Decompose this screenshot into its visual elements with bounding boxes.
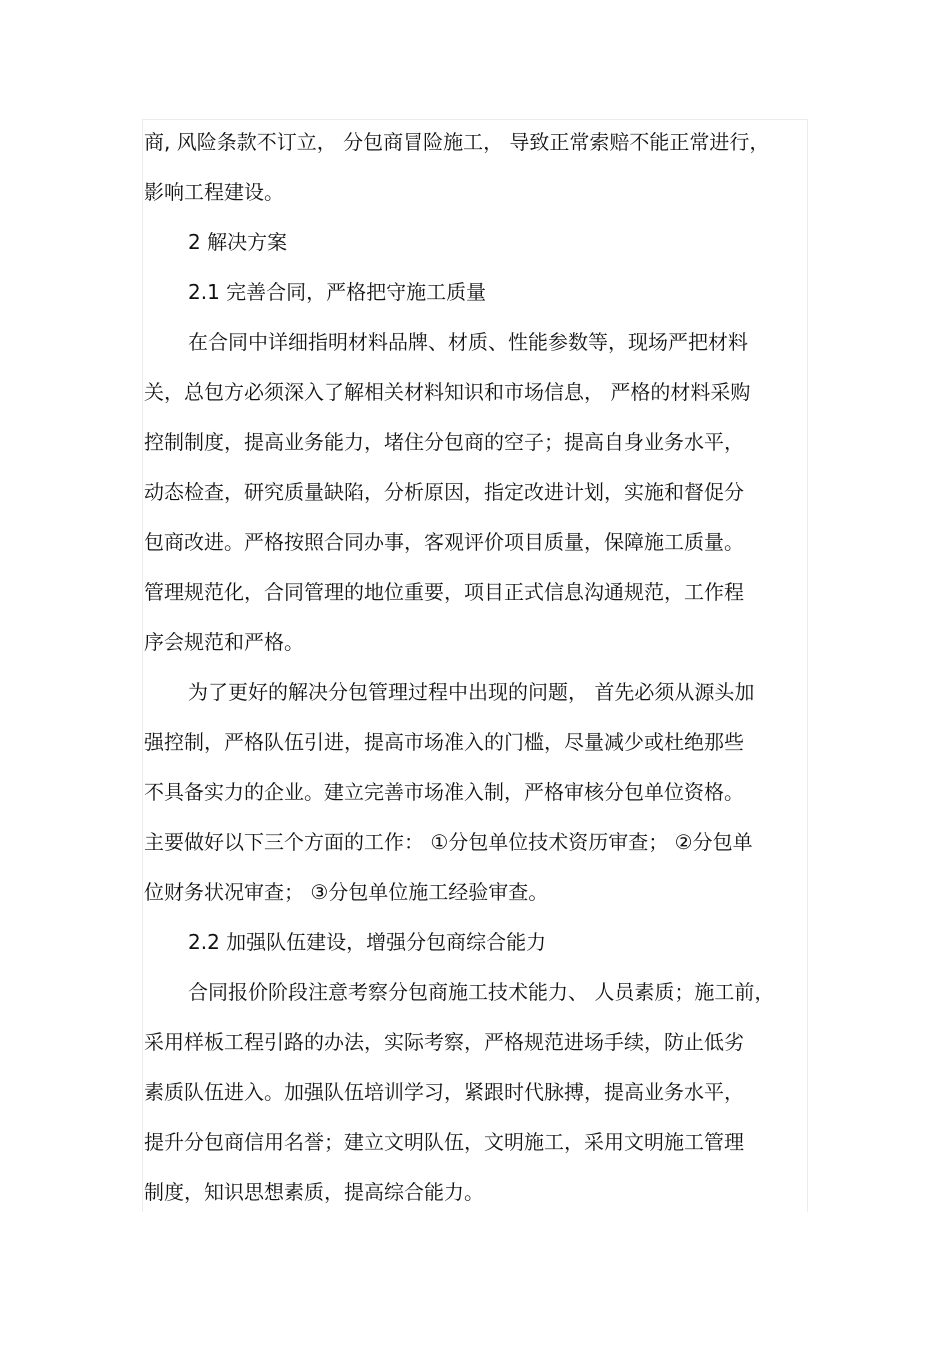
text-line: 提升分包商信用名誉；建立文明队伍，文明施工，采用文明施工管理: [144, 1130, 744, 1154]
section-heading: 2 解决方案: [188, 230, 288, 254]
text-line: 影响工程建设。: [144, 180, 284, 204]
subsection-heading: 2.2 加强队伍建设，增强分包商综合能力: [188, 930, 547, 954]
text-line: 管理规范化，合同管理的地位重要，项目正式信息沟通规范，工作程: [144, 580, 744, 604]
text-line: 动态检查，研究质量缺陷，分析原因，指定改进计划，实施和督促分: [144, 480, 744, 504]
text-line: 位财务状况审查； ③分包单位施工经验审查。: [144, 880, 549, 904]
text-line: 控制制度，提高业务能力，堵住分包商的空子；提高自身业务水平，: [144, 430, 744, 454]
text-line: 关，总包方必须深入了解相关材料知识和市场信息， 严格的材料采购: [144, 380, 751, 404]
text-line: 序会规范和严格。: [144, 630, 304, 654]
text-line: 合同报价阶段注意考察分包商施工技术能力、 人员素质；施工前，: [188, 980, 775, 1004]
text-line: 素质队伍进入。加强队伍培训学习，紧跟时代脉搏，提高业务水平，: [144, 1080, 744, 1104]
text-line: 采用样板工程引路的办法，实际考察，严格规范进场手续，防止低劣: [144, 1030, 744, 1054]
text-line: 强控制，严格队伍引进，提高市场准入的门槛，尽量减少或杜绝那些: [144, 730, 744, 754]
text-line: 为了更好的解决分包管理过程中出现的问题， 首先必须从源头加: [188, 680, 755, 704]
subsection-heading: 2.1 完善合同，严格把守施工质量: [188, 280, 487, 304]
text-line: 不具备实力的企业。建立完善市场准入制，严格审核分包单位资格。: [144, 780, 744, 804]
text-line: 制度，知识思想素质，提高综合能力。: [144, 1180, 484, 1204]
text-line: 主要做好以下三个方面的工作： ①分包单位技术资历审查； ②分包单: [144, 830, 753, 854]
text-line: 在合同中详细指明材料品牌、材质、性能参数等，现场严把材料: [188, 330, 748, 354]
text-line: 包商改进。严格按照合同办事，客观评价项目质量，保障施工质量。: [144, 530, 744, 554]
text-line: 商, 风险条款不订立， 分包商冒险施工， 导致正常索赔不能正常进行，: [144, 130, 770, 154]
